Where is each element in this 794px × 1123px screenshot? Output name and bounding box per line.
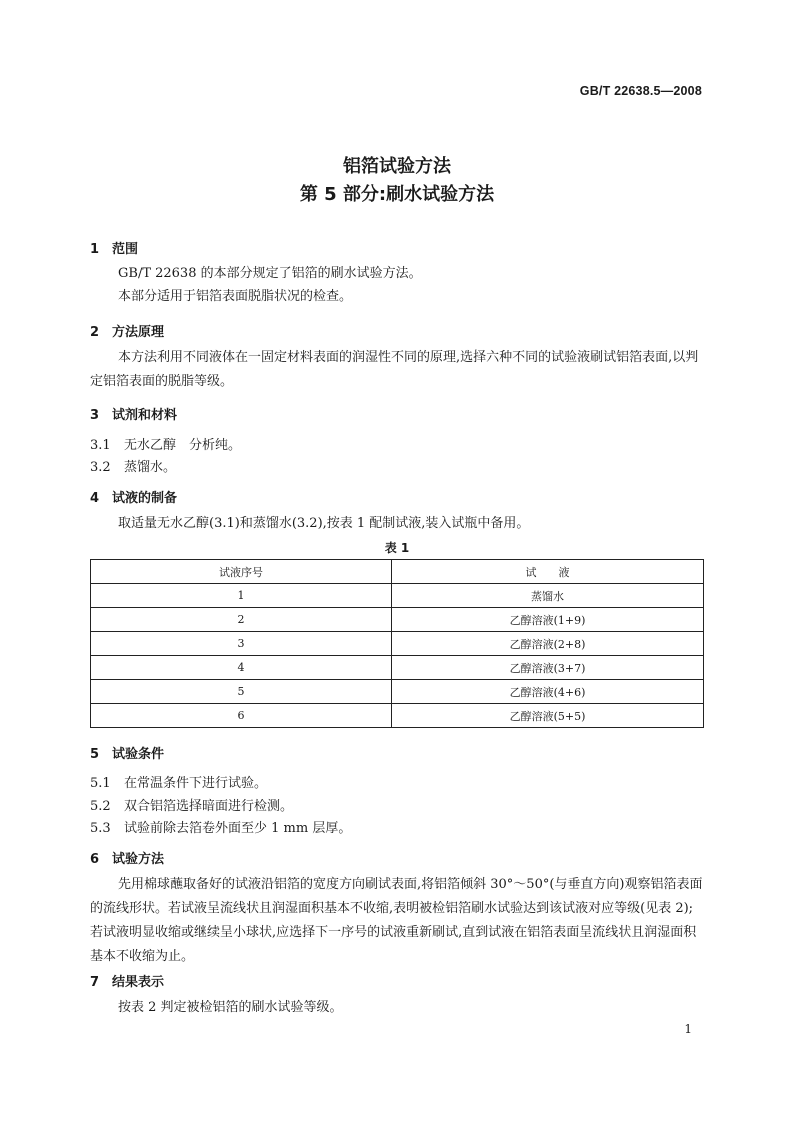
table-cell: 3 (91, 632, 392, 656)
table-cell: 蒸馏水 (392, 584, 704, 608)
paragraph: 按表 2 判定被检铝箔的刷水试验等级。 (118, 1000, 343, 1015)
table-row (91, 632, 704, 656)
section-number: 1 (90, 242, 100, 257)
list-item (90, 434, 241, 453)
document-title: 铝箔试验方法 (343, 156, 451, 177)
list-item (90, 456, 176, 475)
section-number: 5 (90, 747, 100, 762)
paragraph: 先用棉球蘸取备好的试液沿铝箔的宽度方向刷试表面,将铝箔倾斜 30°～50°(与垂直方向)观察铝箔表面的流线形状。若试液呈流线状且润湿面积基本不收缩,表明被检铝箔刷水试验达到该试液对应等级(见表 2);若试液明显收缩或继续呈小球状,应选择下一序号的试液重新刷试,直到试液在铝箔表面呈流线状且润湿面积基本不收缩为止。 (90, 877, 703, 964)
section-number: 2 (90, 325, 100, 340)
item-number: 5.1 (90, 776, 111, 791)
section-heading-method (90, 848, 164, 867)
list-item (90, 817, 351, 836)
table-row (91, 584, 704, 608)
item-text: 在常温条件下进行试验。 (124, 776, 268, 791)
table-caption: 表 1 (384, 541, 410, 555)
list-item (90, 772, 267, 791)
table-cell: 乙醇溶液(5+5) (392, 704, 704, 728)
section-title: 试液的制备 (112, 491, 178, 506)
section-heading-reagents (90, 404, 177, 423)
table-cell: 乙醇溶液(1+9) (392, 608, 704, 632)
paragraph: 本方法利用不同液体在一固定材料表面的润湿性不同的原理,选择六种不同的试验液刷试铝箔表面,以判定铝箔表面的脱脂等级。 (90, 350, 699, 389)
table-cell: 2 (91, 608, 392, 632)
column-header-solution: 试 液 (392, 560, 704, 584)
section-heading-principle (90, 321, 164, 340)
table-cell: 乙醇溶液(2+8) (392, 632, 704, 656)
table-cell: 4 (91, 656, 392, 680)
paragraph: GB/T 22638 的本部分规定了铝箔的刷水试验方法。 (118, 266, 422, 281)
item-number: 5.2 (90, 799, 111, 814)
list-item (90, 795, 293, 814)
section-number: 6 (90, 852, 100, 867)
section-title: 结果表示 (112, 975, 165, 990)
section-number: 4 (90, 491, 100, 506)
section-title: 试验方法 (112, 852, 165, 867)
solution-table (90, 559, 704, 728)
item-text: 双合铝箔选择暗面进行检测。 (124, 799, 294, 814)
table-row (91, 608, 704, 632)
table-cell: 6 (91, 704, 392, 728)
item-text: 试验前除去箔卷外面至少 1 mm 层厚。 (124, 821, 352, 836)
section-heading-results (90, 971, 164, 990)
paragraph: 取适量无水乙醇(3.1)和蒸馏水(3.2),按表 1 配制试液,装入试瓶中备用。 (118, 516, 530, 531)
table-header-row (91, 560, 704, 584)
section-heading-conditions (90, 743, 164, 762)
item-text: 无水乙醇 分析纯。 (124, 438, 242, 453)
table-cell: 1 (91, 584, 392, 608)
table-cell: 乙醇溶液(3+7) (392, 656, 704, 680)
section-title: 试剂和材料 (112, 408, 178, 423)
section-title: 方法原理 (112, 325, 165, 340)
section-title: 试验条件 (112, 747, 165, 762)
paragraph: 本部分适用于铝箔表面脱脂状况的检查。 (118, 289, 353, 304)
section-title: 范围 (112, 242, 139, 257)
section-number: 7 (90, 975, 100, 990)
item-number: 5.3 (90, 821, 111, 836)
table-cell: 乙醇溶液(4+6) (392, 680, 704, 704)
table-row (91, 656, 704, 680)
standard-number: GB/T 22638.5—2008 (579, 84, 702, 98)
section-heading-preparation (90, 487, 177, 506)
item-number: 3.1 (90, 438, 111, 453)
document-subtitle: 第 5 部分:刷水试验方法 (299, 184, 495, 205)
section-number: 3 (90, 408, 100, 423)
table-row (91, 704, 704, 728)
column-header-number: 试液序号 (91, 560, 392, 584)
item-text: 蒸馏水。 (124, 460, 177, 475)
section-heading-scope (90, 238, 138, 257)
item-number: 3.2 (90, 460, 111, 475)
table-cell: 5 (91, 680, 392, 704)
page-number: 1 (684, 1022, 692, 1036)
table-row (91, 680, 704, 704)
